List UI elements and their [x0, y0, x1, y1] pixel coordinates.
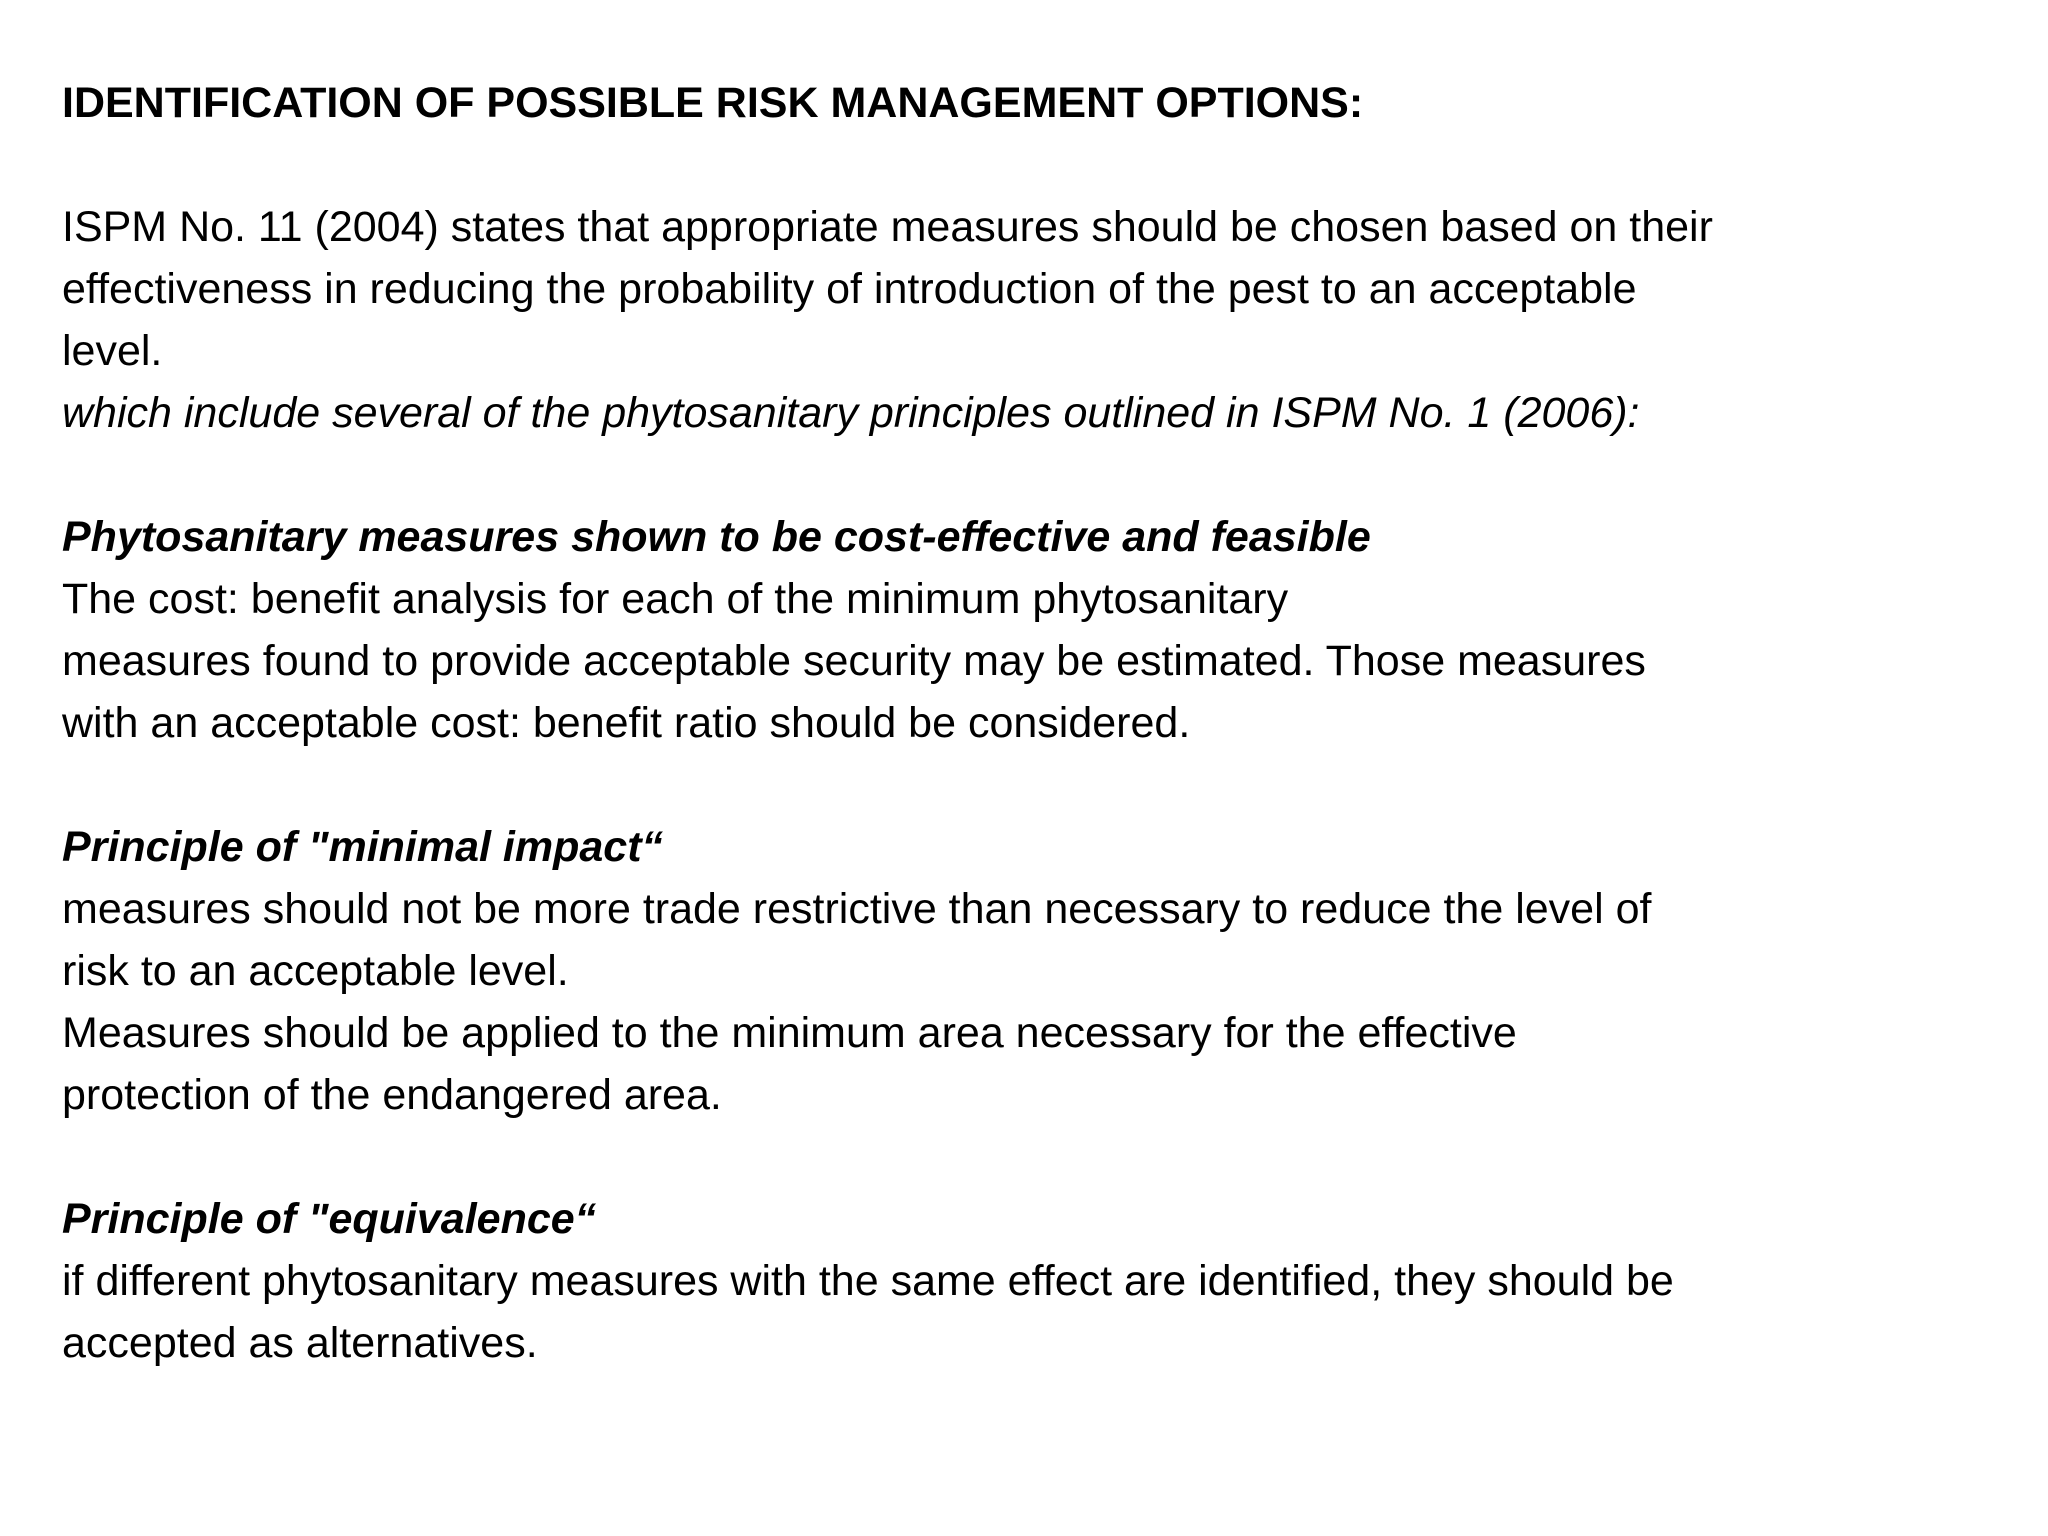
section-heading-minimal-impact: Principle of "minimal impact“ — [62, 823, 664, 871]
section-body-line: The cost: benefit analysis for each of the minimum phytosanitary — [62, 575, 1289, 623]
intro-line: effectiveness in reducing the probability of introduction of the pest to an acceptable — [62, 265, 1637, 313]
section-body-line: Measures should be applied to the minimum area necessary for the effective — [62, 1009, 1517, 1057]
section-body-line: risk to an acceptable level. — [62, 947, 569, 995]
spacer — [62, 134, 1962, 196]
spacer — [62, 444, 1962, 506]
intro-italic-line: which include several of the phytosanitary principles outlined in ISPM No. 1 (2006): — [62, 389, 1640, 437]
spacer — [62, 754, 1962, 816]
section-body-line: protection of the endangered area. — [62, 1071, 722, 1119]
intro-line: ISPM No. 11 (2004) states that appropriate measures should be chosen based on their — [62, 203, 1713, 251]
slide-title: IDENTIFICATION OF POSSIBLE RISK MANAGEMENT OPTIONS: — [62, 79, 1364, 127]
section-body-line: measures should not be more trade restrictive than necessary to reduce the level of — [62, 885, 1652, 933]
intro-line: level. — [62, 327, 163, 375]
section-body-line: with an acceptable cost: benefit ratio should be considered. — [62, 699, 1191, 747]
section-heading-cost-effective: Phytosanitary measures shown to be cost-effective and feasible — [62, 513, 1371, 561]
section-heading-equivalence: Principle of "equivalence“ — [62, 1195, 597, 1243]
section-body-line: accepted as alternatives. — [62, 1319, 538, 1367]
spacer — [62, 1126, 1962, 1188]
section-body-line: measures found to provide acceptable security may be estimated. Those measures — [62, 637, 1646, 685]
slide-content — [62, 72, 1962, 1374]
section-body-line: if different phytosanitary measures with the same effect are identified, they should be — [62, 1257, 1674, 1305]
